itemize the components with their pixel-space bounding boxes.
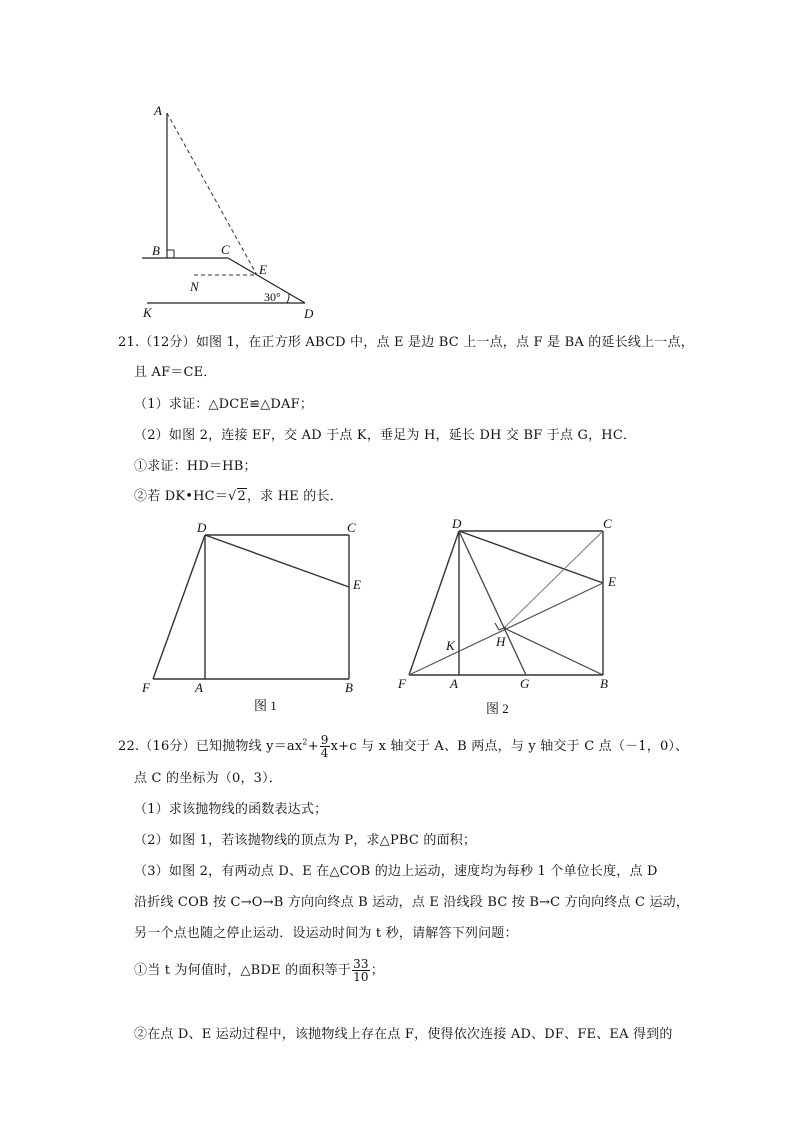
figure-1 bbox=[130, 510, 380, 720]
fraction-33-10 bbox=[352, 958, 370, 983]
label-B: B bbox=[345, 680, 353, 695]
q22-sub2: ②在点 D、E 运动过程中，该抛物线上存在点 F，使得依次连接 AD、DF、FE、EA 得到的 bbox=[134, 1027, 673, 1042]
figure-1-caption: 图 1 bbox=[254, 698, 277, 713]
q22-sub1 bbox=[134, 958, 384, 983]
q21-line2: 且 AF＝CE． bbox=[134, 365, 217, 380]
label-B: B bbox=[600, 676, 608, 691]
q22-line1 bbox=[118, 734, 688, 759]
segment-HC bbox=[504, 531, 603, 628]
label-E: E bbox=[259, 262, 267, 277]
label-C: C bbox=[347, 520, 356, 535]
label-A: A bbox=[154, 103, 162, 118]
segment-AE-dashed bbox=[167, 113, 257, 275]
label-D: D bbox=[452, 516, 462, 531]
segment-DE bbox=[459, 531, 603, 583]
q21-line1 bbox=[118, 335, 694, 351]
sqrt-radicand: 2 bbox=[237, 489, 246, 504]
plus-sign: + bbox=[307, 739, 319, 754]
q21-sub1: ①求证：HD＝HB； bbox=[134, 459, 257, 474]
label-E: E bbox=[608, 574, 616, 589]
label-C: C bbox=[221, 242, 230, 257]
q22-part3-line1: （3）如图 2，有两动点 D、E 在△COB 的边上运动，速度均为每秒 1 个单位长度，点 D bbox=[134, 864, 658, 879]
label-B: B bbox=[152, 243, 160, 258]
q21-part1: （1）求证：△DCE≌△DAF； bbox=[134, 397, 314, 412]
fraction-denominator: 10 bbox=[353, 970, 369, 984]
angle-arc bbox=[287, 294, 289, 303]
fraction-9-4 bbox=[320, 734, 330, 759]
segment-DE bbox=[205, 535, 349, 587]
label-D: D bbox=[197, 520, 207, 535]
label-D: D bbox=[304, 306, 314, 321]
q22-part3-line3: 另一个点也随之停止运动．设运动时间为 t 秒，请解答下列问题： bbox=[134, 926, 518, 941]
q21-sub2 bbox=[134, 489, 343, 505]
q21-text-line1: 如图 1，在正方形 ABCD 中，点 E 是边 BC 上一点，点 F 是 BA 的延长线上一点， bbox=[195, 335, 694, 350]
figure-2-caption: 图 2 bbox=[486, 701, 509, 716]
label-E: E bbox=[353, 577, 361, 592]
label-G: G bbox=[520, 676, 530, 691]
q22-line2: 点 C 的坐标为（0，3）． bbox=[134, 771, 283, 786]
label-A: A bbox=[195, 680, 203, 695]
q22-part1: （1）求该抛物线的函数表达式； bbox=[134, 802, 328, 817]
q22-part2: （2）如图 1，若该抛物线的顶点为 P，求△PBC 的面积； bbox=[134, 833, 477, 848]
label-F: F bbox=[142, 680, 150, 695]
label-K: K bbox=[143, 305, 152, 320]
exponent: 2 bbox=[302, 737, 308, 747]
q21-number: 21. bbox=[118, 335, 140, 350]
fraction-denominator: 4 bbox=[320, 746, 329, 760]
label-N: N bbox=[190, 279, 199, 294]
q21-score: （12分） bbox=[139, 335, 196, 350]
label-C: C bbox=[603, 516, 612, 531]
q21-sub2-pre: ②若 DK•HC＝ bbox=[134, 489, 229, 504]
q22-number: 22. bbox=[118, 739, 140, 754]
q22-score: （16分） bbox=[139, 739, 196, 754]
q21-part2: （2）如图 2，连接 EF，交 AD 于点 K，垂足为 H，延长 DH 交 BF 于点 G，HC． bbox=[134, 428, 637, 443]
fraction-numerator: 33 bbox=[353, 957, 369, 971]
sqrt-expression: √2 bbox=[228, 489, 246, 504]
q22-part3-line2: 沿折线 COB 按 C→O→B 方向向终点 B 运动，点 E 沿线段 BC 按 B→C 方向向终点 C 运动， bbox=[134, 895, 690, 910]
q21-sub2-post: ，求 HE 的长． bbox=[247, 489, 343, 504]
q22-line1-pre: 已知抛物线 y＝ax bbox=[195, 739, 303, 754]
segment-HB bbox=[504, 628, 603, 675]
q22-line1-post: x+c 与 x 轴交于 A、B 两点，与 y 轴交于 C 点（－1，0）、 bbox=[330, 739, 689, 754]
q22-sub1-pre: ①当 t 为何值时，△BDE 的面积等于 bbox=[134, 963, 352, 978]
angle-label: 30° bbox=[264, 290, 281, 304]
label-A: A bbox=[450, 676, 458, 691]
right-angle-mark bbox=[167, 250, 174, 258]
figure-top-geometry bbox=[130, 95, 330, 325]
figure-2 bbox=[390, 510, 630, 725]
label-H: H bbox=[496, 634, 506, 649]
fraction-numerator: 9 bbox=[320, 733, 329, 747]
label-F: F bbox=[398, 676, 406, 691]
segment-DF bbox=[409, 531, 459, 675]
label-K: K bbox=[446, 638, 455, 653]
segment-DF bbox=[153, 535, 205, 679]
segment-DG bbox=[459, 531, 526, 675]
q22-sub1-post: ； bbox=[370, 963, 384, 978]
